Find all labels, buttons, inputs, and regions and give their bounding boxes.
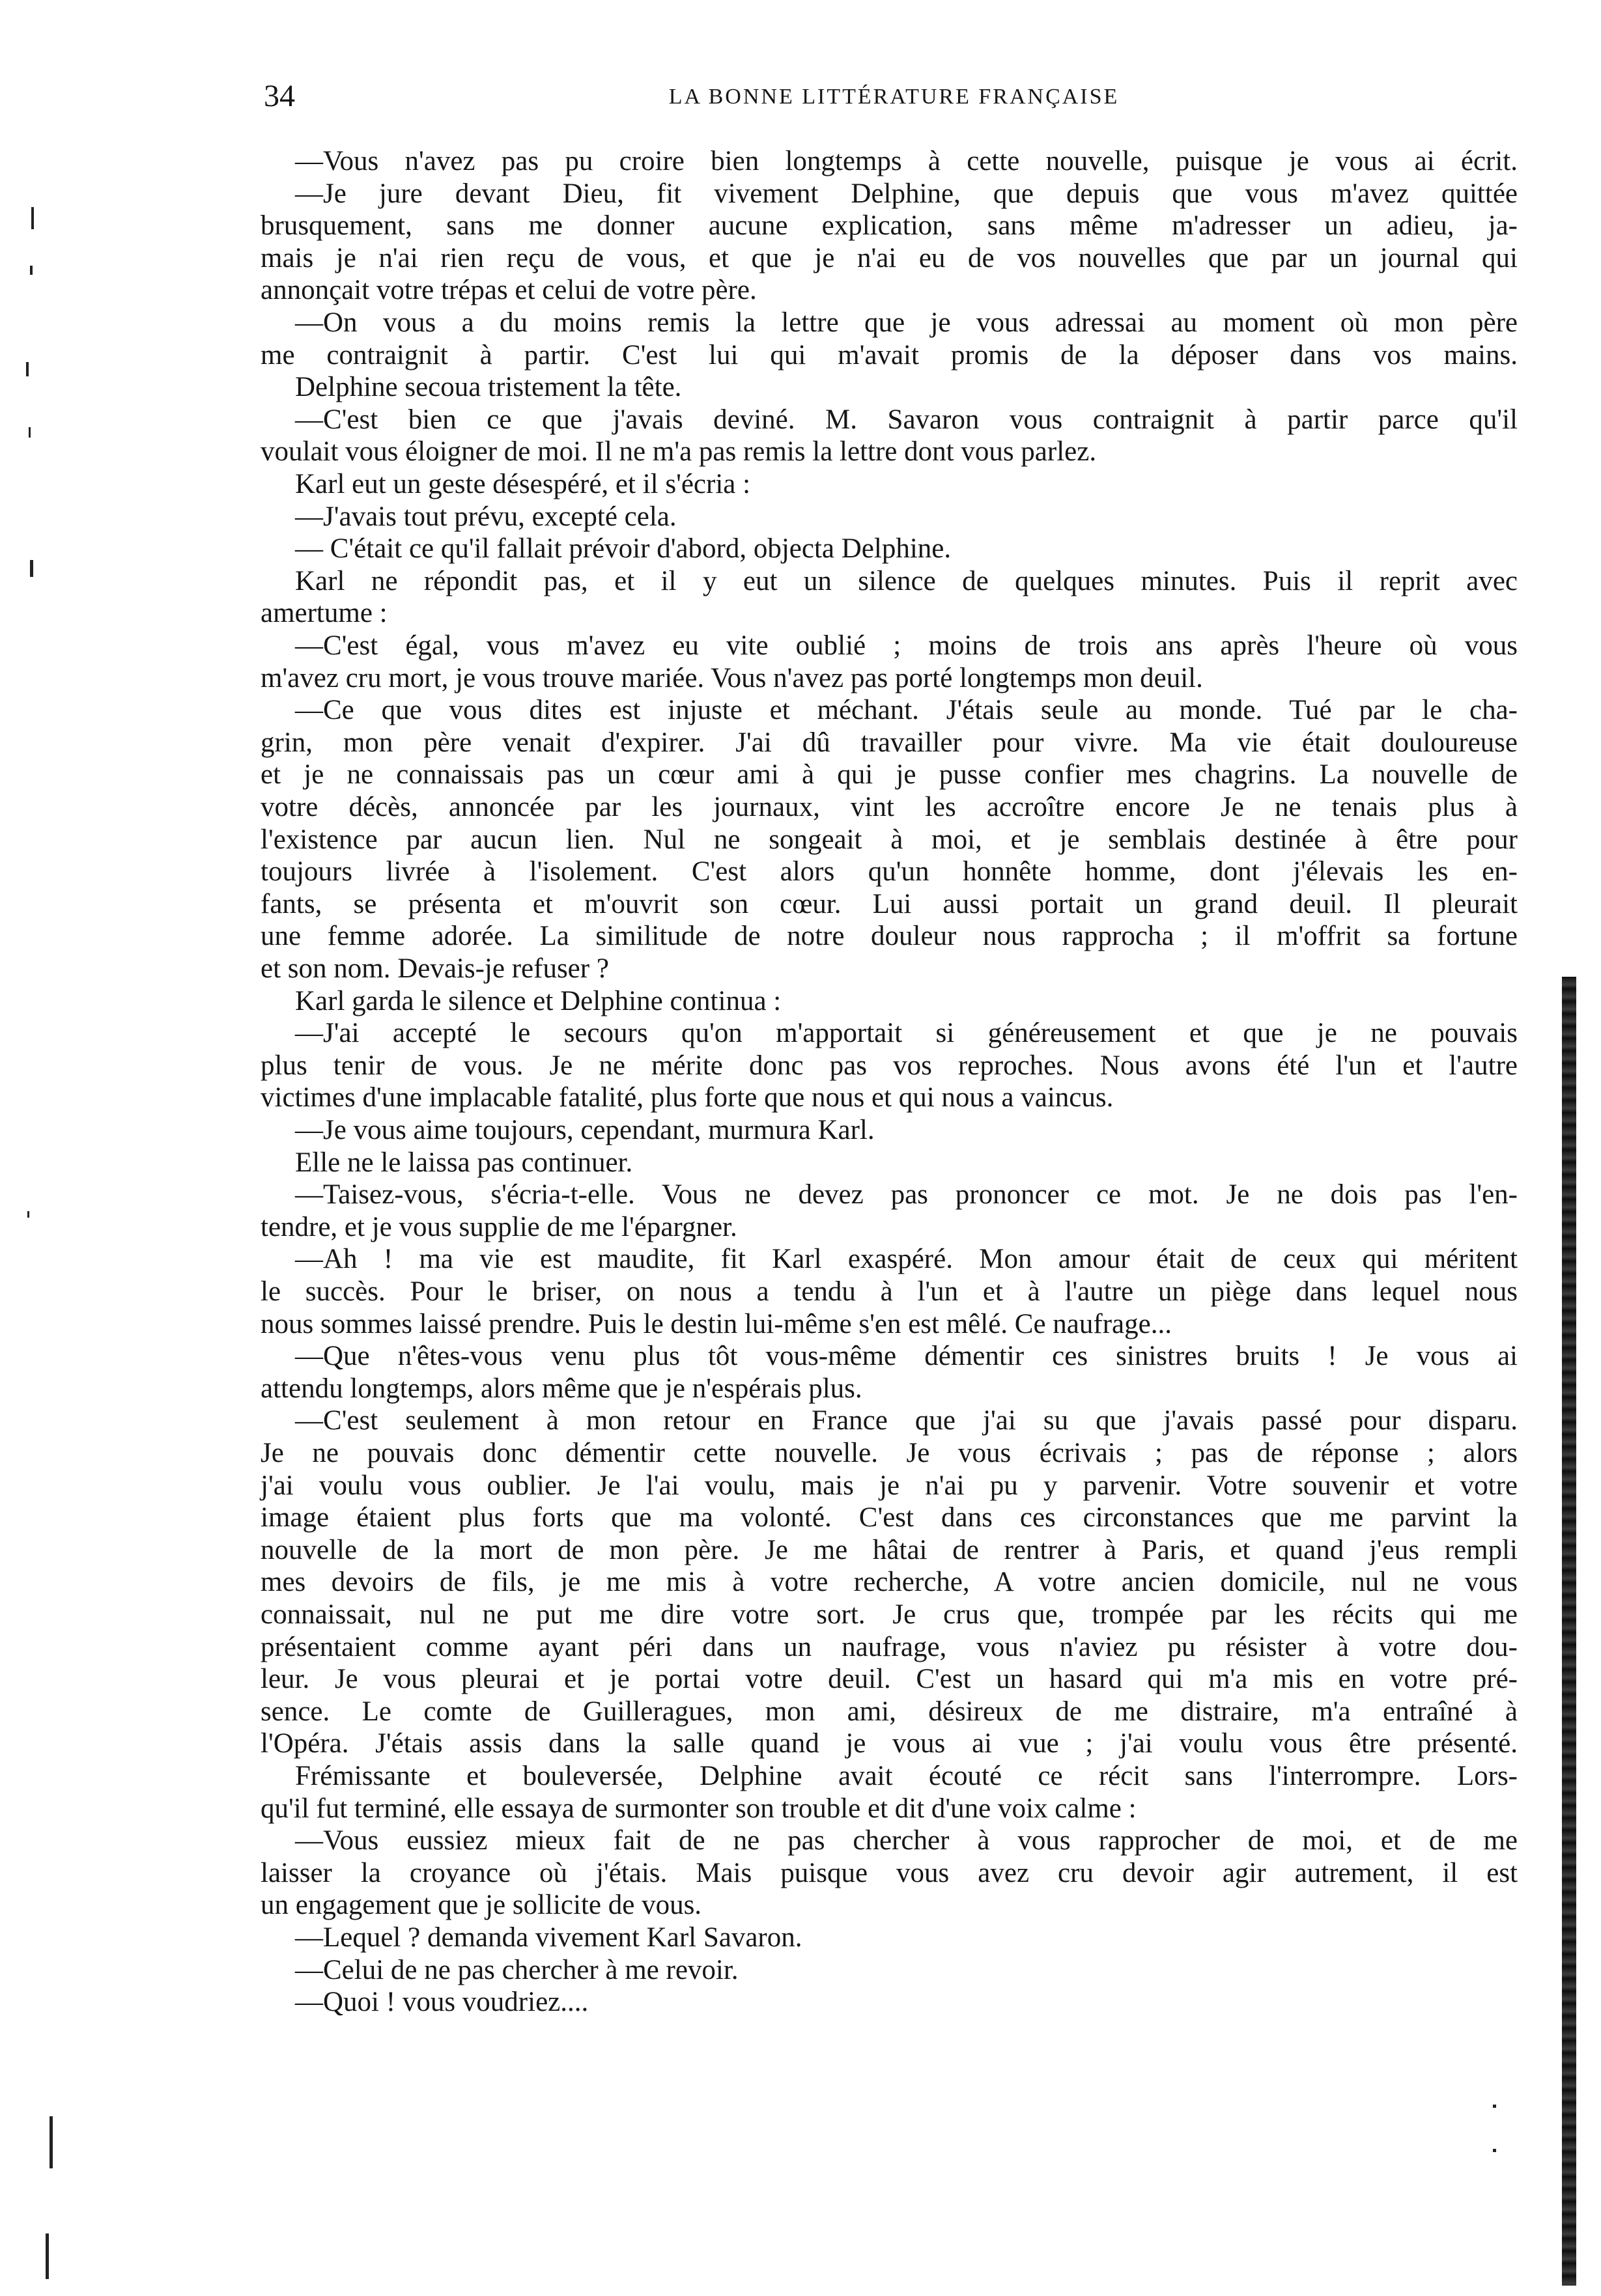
text-line: —C'est égal, vous m'avez eu vite oublié ; moins de trois ans après l'heure où vous bbox=[295, 630, 1518, 661]
text-line: —Quoi ! vous voudriez.... bbox=[295, 1987, 589, 2018]
text-line: —Que n'êtes-vous venu plus tôt vous-même démentir ces sinistres bruits ! Je vous ai bbox=[295, 1341, 1518, 1372]
margin-scan-mark bbox=[30, 266, 33, 275]
text-line: plus tenir de vous. Je ne mérite donc pas vos reproches. Nous avons été l'un et l'autre bbox=[261, 1050, 1518, 1081]
text-line: m'avez cru mort, je vous trouve mariée. Vous n'avez pas porté longtemps mon deuil. bbox=[261, 662, 1203, 693]
text-line: —Je vous aime toujours, cependant, murmura Karl. bbox=[295, 1115, 875, 1145]
margin-scan-mark bbox=[1493, 2105, 1496, 2108]
text-line: —Lequel ? demanda vivement Karl Savaron. bbox=[295, 1922, 802, 1953]
text-line: qu'il fut terminé, elle essaya de surmonter son trouble et dit d'une voix calme : bbox=[261, 1793, 1137, 1824]
margin-scan-mark bbox=[31, 207, 34, 229]
text-line: l'Opéra. J'étais assis dans la salle quand je vous ai vue ; j'ai voulu vous être présenté. bbox=[261, 1728, 1518, 1759]
text-line: Karl ne répondit pas, et il y eut un silence de quelques minutes. Puis il reprit avec bbox=[295, 565, 1518, 596]
text-line: —J'ai accepté le secours qu'on m'apportait si généreusement et que je ne pouvais bbox=[295, 1018, 1518, 1049]
text-line: nouvelle de la mort de mon père. Je me hâtai de rentrer à Paris, et quand j'eus rempli bbox=[261, 1534, 1518, 1565]
page-number: 34 bbox=[264, 79, 295, 113]
text-line: victimes d'une implacable fatalité, plus forte que nous et qui nous a vaincus. bbox=[261, 1082, 1114, 1113]
text-line: attendu longtemps, alors même que je n'espérais plus. bbox=[261, 1373, 862, 1404]
text-line: l'existence par aucun lien. Nul ne songeait à moi, et je semblais destinée à être pour bbox=[261, 824, 1518, 855]
page-edge-shadow bbox=[1562, 977, 1576, 2286]
text-line: mes devoirs de fils, je me mis à votre recherche, A votre ancien domicile, nul ne vous bbox=[261, 1567, 1518, 1598]
margin-scan-mark bbox=[1493, 2149, 1496, 2152]
text-line: laisser la croyance où j'étais. Mais puisque vous avez cru devoir agir autrement, il est bbox=[261, 1857, 1518, 1888]
text-line: connaissait, nul ne put me dire votre sort. Je crus que, trompée par les récits qui me bbox=[261, 1599, 1518, 1630]
text-line: Elle ne le laissa pas continuer. bbox=[295, 1147, 633, 1178]
margin-scan-mark bbox=[30, 560, 33, 577]
margin-scan-mark bbox=[26, 362, 29, 376]
text-line: sence. Le comte de Guilleragues, mon ami, désireux de me distraire, m'a entraîné à bbox=[261, 1696, 1518, 1727]
margin-scan-mark bbox=[29, 427, 31, 438]
text-line: Frémissante et bouleversée, Delphine avait écouté ce récit sans l'interrompre. Lors- bbox=[295, 1761, 1518, 1791]
text-line: —On vous a du moins remis la lettre que je vous adressai au moment où mon père bbox=[295, 307, 1518, 338]
text-line: et je ne connaissais pas un cœur ami à qui je pusse confier mes chagrins. La nouvelle de bbox=[261, 759, 1518, 791]
text-line: grin, mon père venait d'expirer. J'ai dû travailler pour vivre. Ma vie était douloureuse bbox=[261, 727, 1518, 758]
running-title: LA BONNE LITTÉRATURE FRANÇAISE bbox=[668, 85, 1120, 109]
text-line: le succès. Pour le briser, on nous a tendu à l'un et à l'autre un piège dans lequel nous bbox=[261, 1276, 1518, 1307]
text-line: présentaient comme ayant péri dans un naufrage, vous n'aviez pu résister à votre dou- bbox=[261, 1631, 1518, 1662]
text-line: — C'était ce qu'il fallait prévoir d'abord, objecta Delphine. bbox=[295, 533, 952, 565]
text-line: Karl garda le silence et Delphine continua : bbox=[295, 985, 782, 1016]
text-line: et son nom. Devais-je refuser ? bbox=[261, 953, 609, 984]
text-line: une femme adorée. La similitude de notre douleur nous rapprocha ; il m'offrit sa fortune bbox=[261, 921, 1518, 952]
text-line: —J'avais tout prévu, excepté cela. bbox=[295, 501, 677, 532]
text-line: —Ce que vous dites est injuste et méchant. J'étais seule au monde. Tué par le cha- bbox=[295, 695, 1518, 726]
text-line: image étaient plus forts que ma volonté. C'est dans ces circonstances que me parvint la bbox=[261, 1502, 1518, 1533]
text-line: leur. Je vous pleurai et je portai votre deuil. C'est un hasard qui m'a mis en votre pré- bbox=[261, 1664, 1518, 1695]
text-line: amertume : bbox=[261, 598, 388, 629]
text-line: voulait vous éloigner de moi. Il ne m'a pas remis la lettre dont vous parlez. bbox=[261, 436, 1097, 468]
text-line: brusquement, sans me donner aucune explication, sans même m'adresser un adieu, ja- bbox=[261, 210, 1518, 242]
text-line: mais je n'ai rien reçu de vous, et que je n'ai eu de vos nouvelles que par un journal qui bbox=[261, 242, 1518, 273]
margin-scan-mark bbox=[50, 2116, 53, 2168]
text-line: —Je jure devant Dieu, fit vivement Delphine, que depuis que vous m'avez quittée bbox=[295, 178, 1518, 209]
text-line: —C'est bien ce que j'avais deviné. M. Savaron vous contraignit à partir parce qu'il bbox=[295, 404, 1518, 435]
page-header bbox=[264, 77, 1524, 116]
text-line: —Vous eussiez mieux fait de ne pas chercher à vous rapprocher de moi, et de me bbox=[295, 1825, 1518, 1856]
text-line: votre décès, annoncée par les journaux, vint les accroître encore Je ne tenais plus à bbox=[261, 792, 1518, 822]
text-line: Je ne pouvais donc démentir cette nouvelle. Je vous écrivais ; pas de réponse ; alors bbox=[261, 1438, 1518, 1468]
text-line: fants, se présenta et m'ouvrit son cœur. Lui aussi portait un grand deuil. Il pleurait bbox=[261, 888, 1518, 919]
text-line: annonçait votre trépas et celui de votre père. bbox=[261, 275, 757, 306]
text-line: me contraignit à partir. C'est lui qui m'avait promis de la déposer dans vos mains. bbox=[261, 339, 1518, 371]
text-line: Karl eut un geste désespéré, et il s'écria : bbox=[295, 469, 751, 499]
text-line: —C'est seulement à mon retour en France que j'ai su que j'avais passé pour disparu. bbox=[295, 1405, 1518, 1436]
text-line: —Taisez-vous, s'écria-t-elle. Vous ne devez pas prononcer ce mot. Je ne dois pas l'en- bbox=[295, 1179, 1518, 1211]
margin-scan-mark bbox=[27, 1211, 29, 1218]
text-line: un engagement que je sollicite de vous. bbox=[261, 1890, 702, 1921]
text-line: —Vous n'avez pas pu croire bien longtemps à cette nouvelle, puisque je vous ai écrit. bbox=[295, 146, 1518, 176]
text-line: tendre, et je vous supplie de me l'épargner. bbox=[261, 1211, 737, 1242]
margin-scan-mark bbox=[46, 2233, 49, 2279]
text-line: j'ai voulu vous oublier. Je l'ai voulu, mais je n'ai pu y parvenir. Votre souvenir et votre bbox=[261, 1470, 1518, 1501]
text-line: toujours livrée à l'isolement. C'est alors qu'un honnête homme, dont j'élevais les en- bbox=[261, 856, 1518, 888]
text-line: —Celui de ne pas chercher à me revoir. bbox=[295, 1954, 739, 1985]
text-line: —Ah ! ma vie est maudite, fit Karl exaspéré. Mon amour était de ceux qui méritent bbox=[295, 1244, 1518, 1275]
text-line: Delphine secoua tristement la tête. bbox=[295, 372, 682, 403]
text-line: nous sommes laissé prendre. Puis le destin lui-même s'en est mêlé. Ce naufrage... bbox=[261, 1308, 1172, 1339]
